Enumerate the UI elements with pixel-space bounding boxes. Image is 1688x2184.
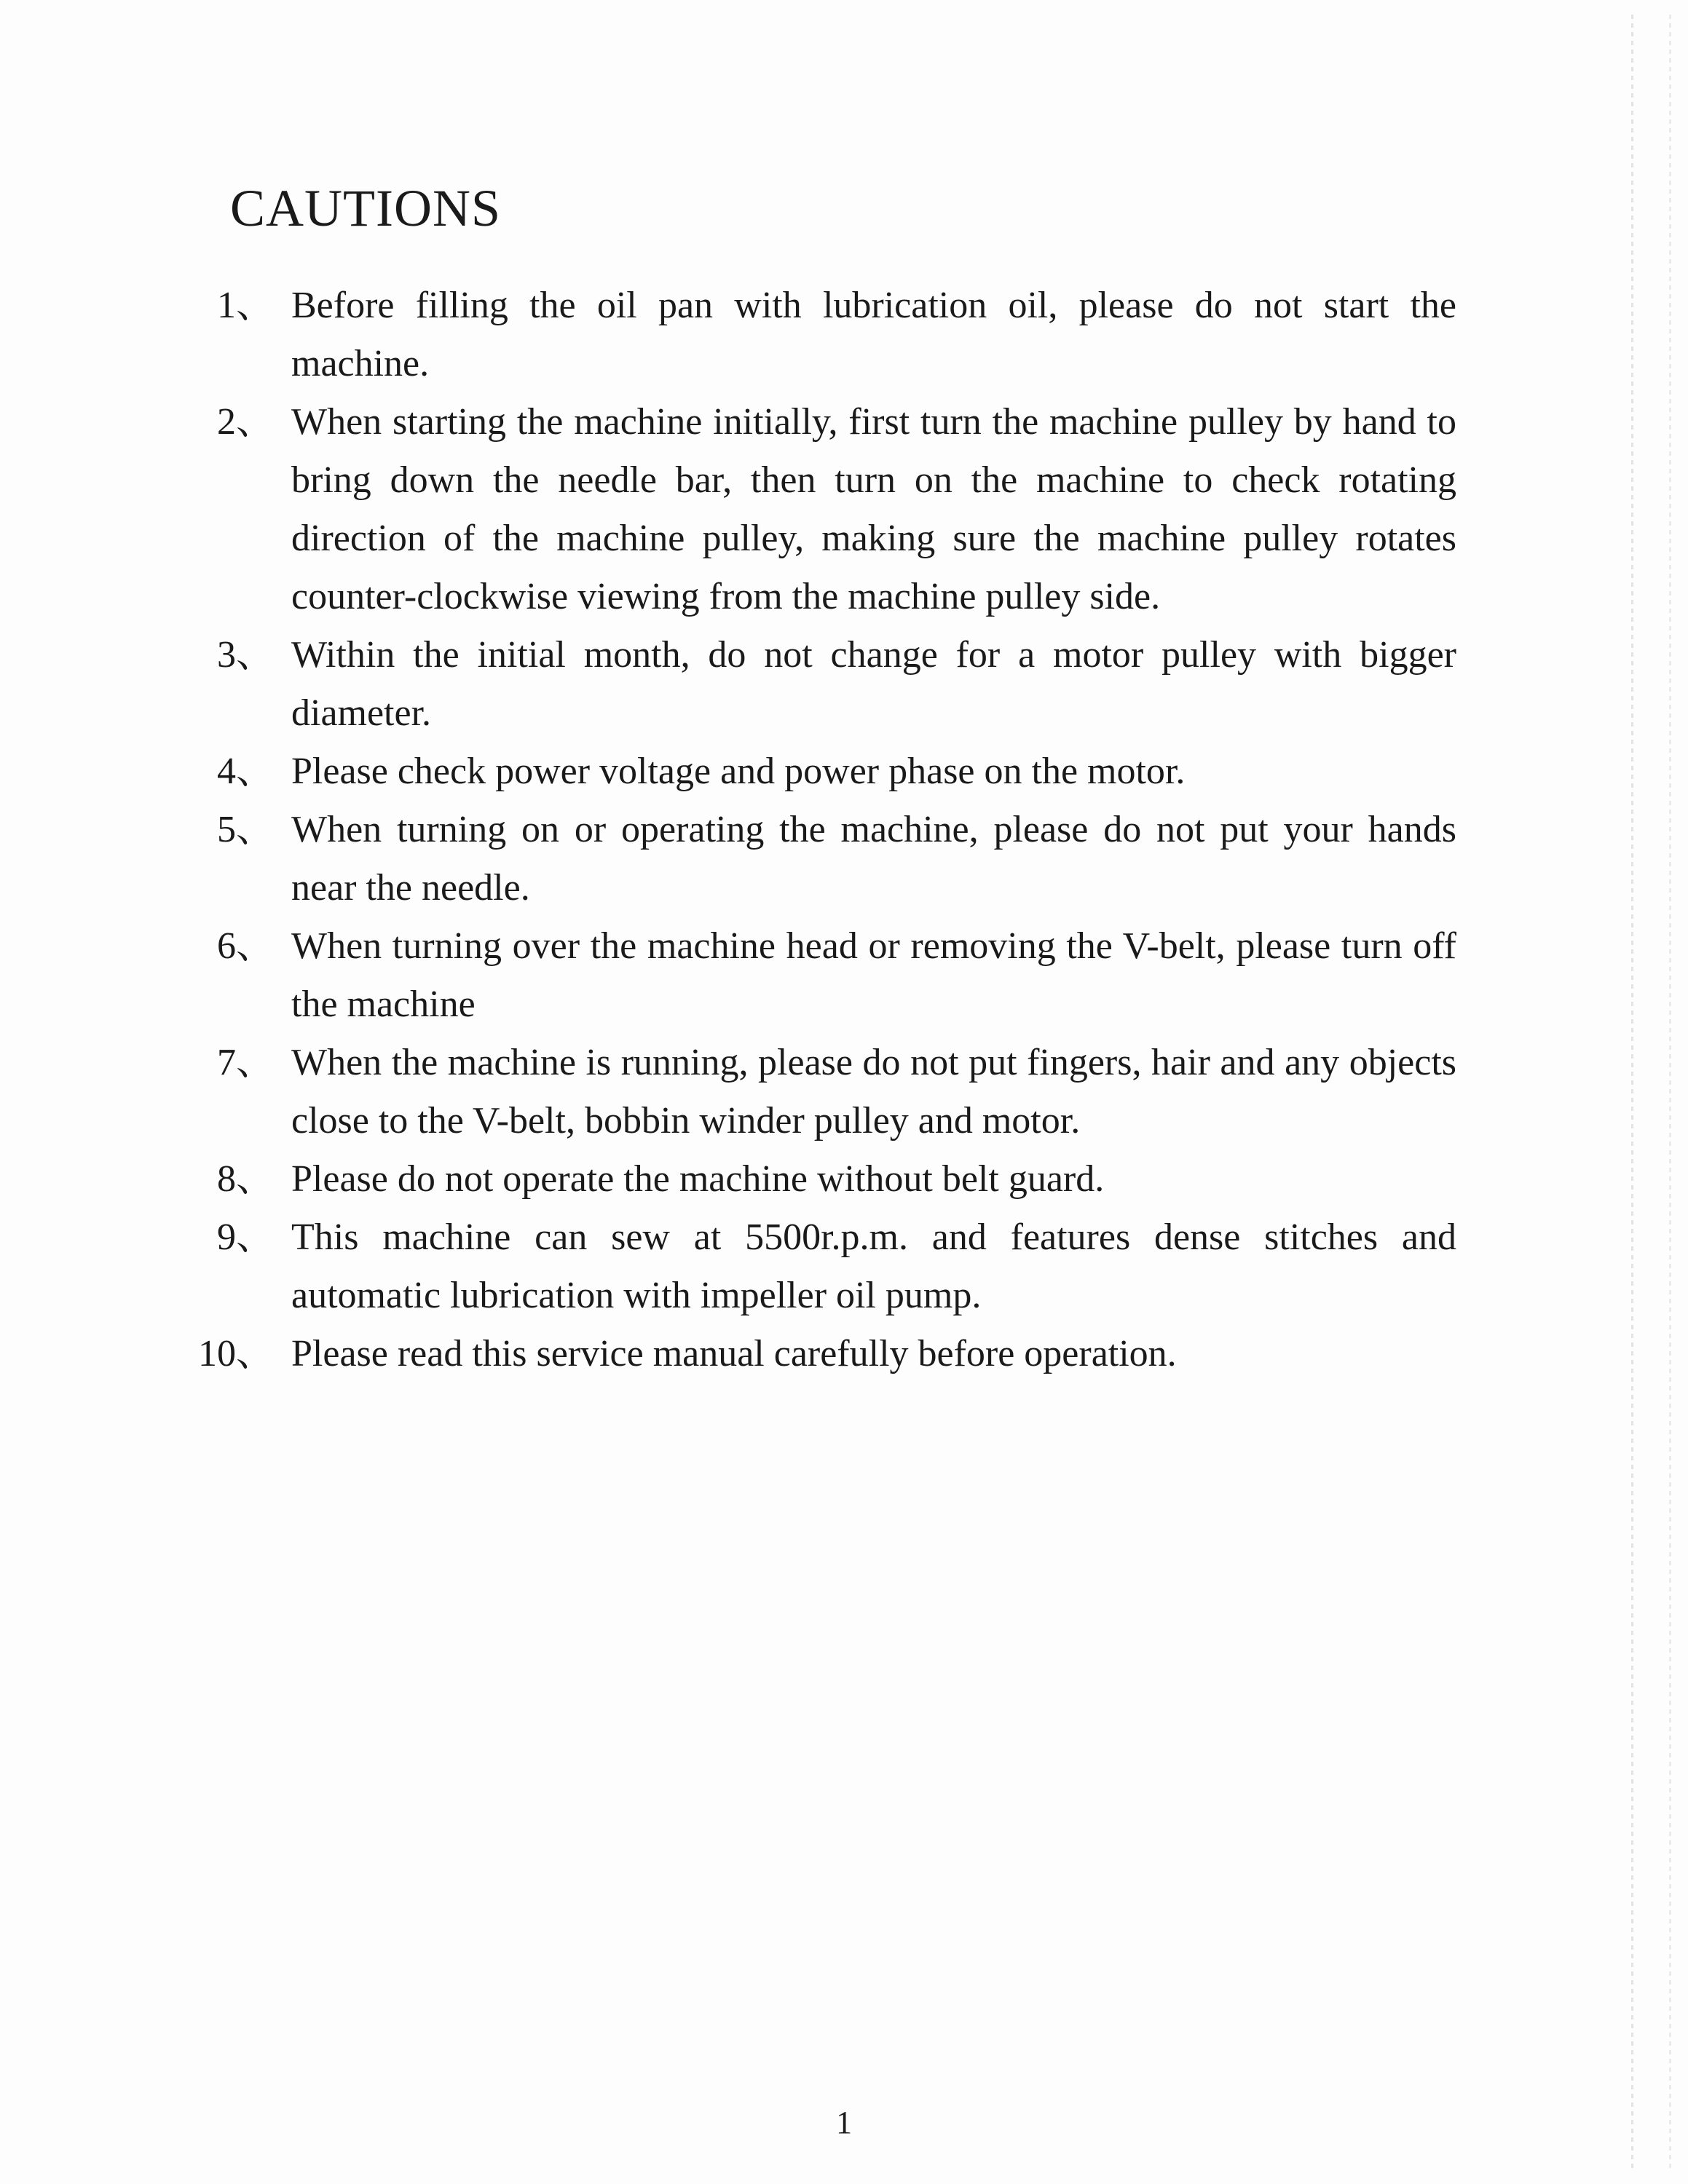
caution-item-3 <box>175 626 1456 743</box>
caution-text: When turning on or operating the machine, please do not put your hands near the needle. <box>291 809 1456 909</box>
caution-number: 1、 <box>216 285 274 326</box>
caution-item-8 <box>175 1150 1456 1208</box>
caution-number: 9、 <box>216 1216 274 1258</box>
caution-item-10 <box>175 1325 1456 1383</box>
caution-item-4 <box>175 743 1456 801</box>
caution-text: When the machine is running, please do not put fingers, hair and any objects close to the V-belt, bobbin winder pulley and motor. <box>291 1042 1456 1142</box>
scan-edge-line <box>1631 15 1633 2169</box>
caution-text: When starting the machine initially, first turn the machine pulley by hand to bring down the needle bar, then turn on the machine to check rotating direction of the machine pulley, making sure the machine pulley rotates counter-clockwise viewing from the machine pulley side. <box>291 401 1456 617</box>
caution-item-5 <box>175 801 1456 917</box>
caution-text: Before filling the oil pan with lubrication oil, please do not start the machine. <box>291 285 1456 384</box>
caution-number: 5、 <box>216 809 274 850</box>
caution-number: 6、 <box>216 925 274 967</box>
caution-item-1 <box>175 277 1456 393</box>
caution-text: Within the initial month, do not change for a motor pulley with bigger diameter. <box>291 634 1456 734</box>
caution-text: Please read this service manual carefully before operation. <box>291 1333 1177 1374</box>
caution-number: 7、 <box>216 1042 274 1083</box>
caution-item-6 <box>175 917 1456 1034</box>
caution-text: Please do not operate the machine without belt guard. <box>291 1158 1105 1200</box>
caution-number: 8、 <box>216 1158 274 1200</box>
caution-number: 10、 <box>197 1333 274 1374</box>
caution-text: Please check power voltage and power phase on the motor. <box>291 751 1186 792</box>
caution-text: When turning over the machine head or removing the V-belt, please turn off the machine <box>291 925 1456 1025</box>
caution-item-2 <box>175 393 1456 626</box>
caution-number: 4、 <box>216 751 274 792</box>
cautions-list <box>175 277 1456 1383</box>
page-title: CAUTIONS <box>230 179 502 237</box>
caution-text: This machine can sew at 5500r.p.m. and features dense stitches and automatic lubrication with impeller oil pump. <box>291 1216 1456 1316</box>
page-number: 1 <box>836 2105 852 2140</box>
caution-item-7 <box>175 1034 1456 1150</box>
caution-item-9 <box>175 1208 1456 1325</box>
caution-number: 3、 <box>216 634 274 676</box>
scan-edge-line-outer <box>1669 15 1671 2169</box>
caution-number: 2、 <box>216 401 274 443</box>
